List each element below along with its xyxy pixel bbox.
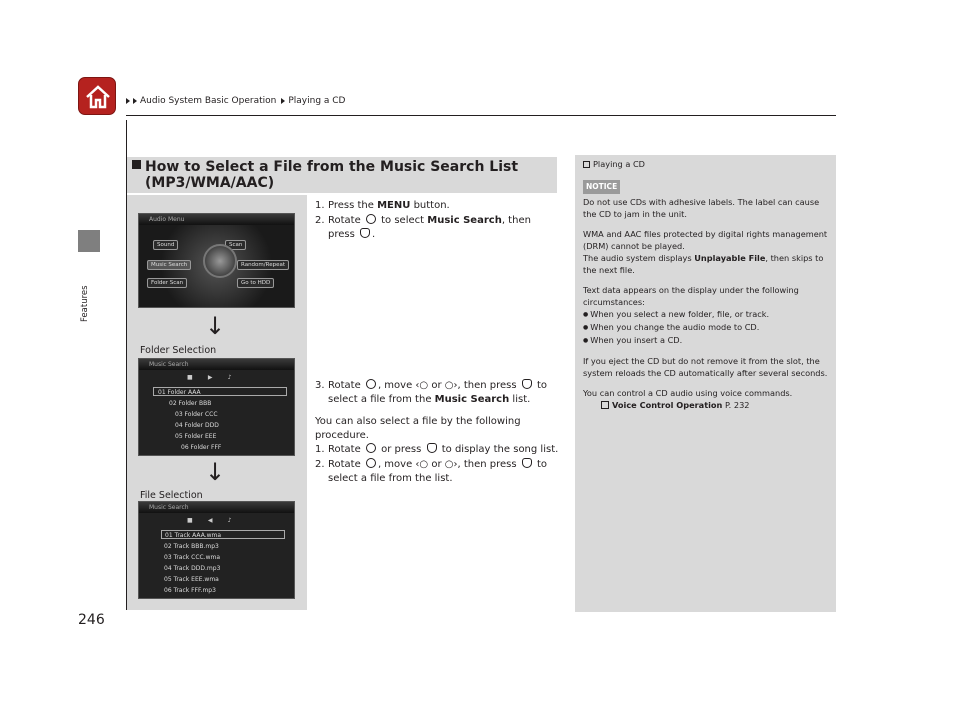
move-right-icon: ○›: [444, 459, 458, 470]
audio-menu-screen: [138, 213, 295, 308]
step-text: Rotate: [328, 380, 361, 391]
tab-icons: ■ ◀ ♪: [187, 517, 232, 524]
move-left-icon: ‹○: [415, 380, 429, 391]
rotate-dial-icon: [366, 214, 376, 224]
step-text: to select a file from the: [328, 380, 548, 405]
step-2: [315, 214, 560, 242]
xref-arrow-icon: [601, 401, 609, 409]
step-1: [315, 199, 560, 213]
music-search-label: Music Search: [434, 394, 510, 405]
notice-badge: NOTICE: [583, 180, 620, 194]
step-text: to select: [381, 215, 425, 226]
step-text: to display the song list.: [441, 444, 559, 455]
step-text: or press: [381, 444, 422, 455]
step-text: to select a file from the list.: [328, 459, 548, 484]
step-text: Rotate: [328, 215, 361, 226]
folder-row-selected: 01 Folder AAA: [153, 387, 287, 396]
cross-reference-link[interactable]: [583, 399, 828, 411]
note-marker-icon: [583, 161, 590, 168]
note-title: Playing a CD: [593, 159, 645, 169]
page-number: 246: [78, 612, 105, 628]
notice-text: Do not use CDs with adhesive labels. The label can cause the CD to jam in the unit.: [583, 197, 820, 219]
alt-step-2: [315, 458, 560, 486]
folder-selection-caption: Folder Selection: [140, 345, 217, 356]
note-paragraph: Text data appears on the display under the following circumstances:: [583, 285, 799, 307]
home-icon: [84, 83, 112, 111]
note-heading: [583, 158, 828, 170]
screen-title: Audio Menu: [139, 214, 294, 225]
menu-item: Random/Repeat: [237, 260, 289, 270]
breadcrumb-item[interactable]: Audio System Basic Operation: [140, 96, 277, 106]
step-text: button.: [413, 200, 450, 211]
step-number: 2.: [315, 459, 325, 470]
side-note-panel: [575, 155, 836, 612]
home-button[interactable]: [78, 77, 116, 115]
file-row: 06 Track FFF.mp3: [164, 587, 216, 594]
step-text: or: [431, 459, 442, 470]
menu-item: Folder Scan: [147, 278, 187, 288]
press-dial-icon: [360, 228, 370, 238]
note-paragraph: You can control a CD audio using voice commands.: [583, 388, 793, 398]
move-left-icon: ‹○: [415, 459, 429, 470]
step-number: 3.: [315, 380, 325, 391]
step-number: 1.: [315, 444, 325, 455]
step-text: , then press: [457, 459, 517, 470]
folder-row: 03 Folder CCC: [175, 411, 218, 418]
note-text: , then skips to the next file.: [583, 253, 824, 275]
step-text: Rotate: [328, 459, 361, 470]
xref-page: P. 232: [725, 400, 750, 410]
note-paragraph: If you eject the CD but do not remove it from the slot, the system reloads the CD automatically after several seconds.: [583, 356, 828, 378]
step-text: Press the: [328, 200, 374, 211]
file-row: 03 Track CCC.wma: [164, 554, 221, 561]
breadcrumb: [126, 96, 345, 106]
header-rule: [126, 115, 836, 116]
note-paragraph: [583, 252, 828, 276]
step-text: , move: [377, 380, 413, 391]
menu-item-selected: Music Search: [147, 260, 191, 270]
step-text: , then press: [457, 380, 517, 391]
down-arrow-icon: ↓: [205, 312, 226, 340]
file-search-screen: [138, 501, 295, 599]
menu-item: Sound: [153, 240, 178, 250]
alternative-intro: You can also select a file by the following procedure.: [315, 416, 521, 441]
step-number: 2.: [315, 215, 325, 226]
rotate-dial-icon: [366, 443, 376, 453]
step-text: , then press: [328, 215, 531, 240]
folder-row: 06 Folder FFF: [181, 444, 222, 451]
step-text: list.: [512, 394, 531, 405]
folder-row: 02 Folder BBB: [169, 400, 212, 407]
file-row: 05 Track EEE.wma: [164, 576, 219, 583]
chapter-tab[interactable]: [78, 230, 100, 252]
press-dial-icon: [522, 379, 532, 389]
step-text: Rotate: [328, 444, 361, 455]
note-paragraph: [583, 228, 828, 252]
screen-title: Music Search: [139, 359, 294, 370]
file-row: 02 Track BBB.mp3: [164, 543, 219, 550]
xref-title: Voice Control Operation: [612, 400, 723, 410]
note-text: The audio system displays: [583, 253, 692, 263]
step-text: or: [431, 380, 442, 391]
tab-icons: ■ ▶ ♪: [187, 374, 232, 381]
down-arrow-icon: ↓: [205, 458, 226, 486]
interface-dial-image: [203, 244, 237, 278]
section-title-line2: (MP3/WMA/AAC): [145, 175, 275, 191]
breadcrumb-item[interactable]: Playing a CD: [288, 96, 346, 106]
folder-search-screen: [138, 358, 295, 456]
alt-step-1: [315, 443, 560, 457]
step-text: .: [372, 229, 376, 240]
breadcrumb-arrow-icon: [133, 98, 137, 104]
press-dial-icon: [522, 458, 532, 468]
folder-row: 05 Folder EEE: [175, 433, 217, 440]
unplayable-file-label: Unplayable File: [694, 253, 766, 263]
rotate-dial-icon: [366, 458, 376, 468]
instruction-steps: [315, 199, 560, 487]
note-text: WMA and AAC files protected by digital rights management (DRM) cannot be played.: [583, 229, 828, 251]
bullet-item: ● When you insert a CD.: [583, 334, 828, 347]
menu-button-label: MENU: [377, 200, 411, 211]
file-row-selected: 01 Track AAA.wma: [161, 530, 285, 539]
move-right-icon: ○›: [444, 380, 458, 391]
bullet-item: ● When you change the audio mode to CD.: [583, 321, 828, 334]
menu-item: Go to HDD: [237, 278, 274, 288]
screen-title: Music Search: [139, 502, 294, 513]
press-dial-icon: [427, 443, 437, 453]
file-selection-caption: File Selection: [140, 490, 203, 501]
bullet-item: ● When you select a new folder, file, or track.: [583, 308, 828, 321]
rotate-dial-icon: [366, 379, 376, 389]
step-number: 1.: [315, 200, 325, 211]
section-square-icon: [132, 160, 141, 169]
step-text: , move: [377, 459, 413, 470]
section-heading: [127, 157, 557, 193]
breadcrumb-arrow-icon: [281, 98, 285, 104]
music-search-label: Music Search: [427, 215, 502, 226]
folder-row: 04 Folder DDD: [175, 422, 219, 429]
breadcrumb-arrow-icon: [126, 98, 130, 104]
file-row: 04 Track DDD.mp3: [164, 565, 221, 572]
section-title-line1: How to Select a File from the Music Search List: [145, 159, 519, 175]
step-3: [315, 379, 560, 407]
chapter-label: Features: [80, 285, 90, 322]
menu-item: Scan: [225, 240, 246, 250]
